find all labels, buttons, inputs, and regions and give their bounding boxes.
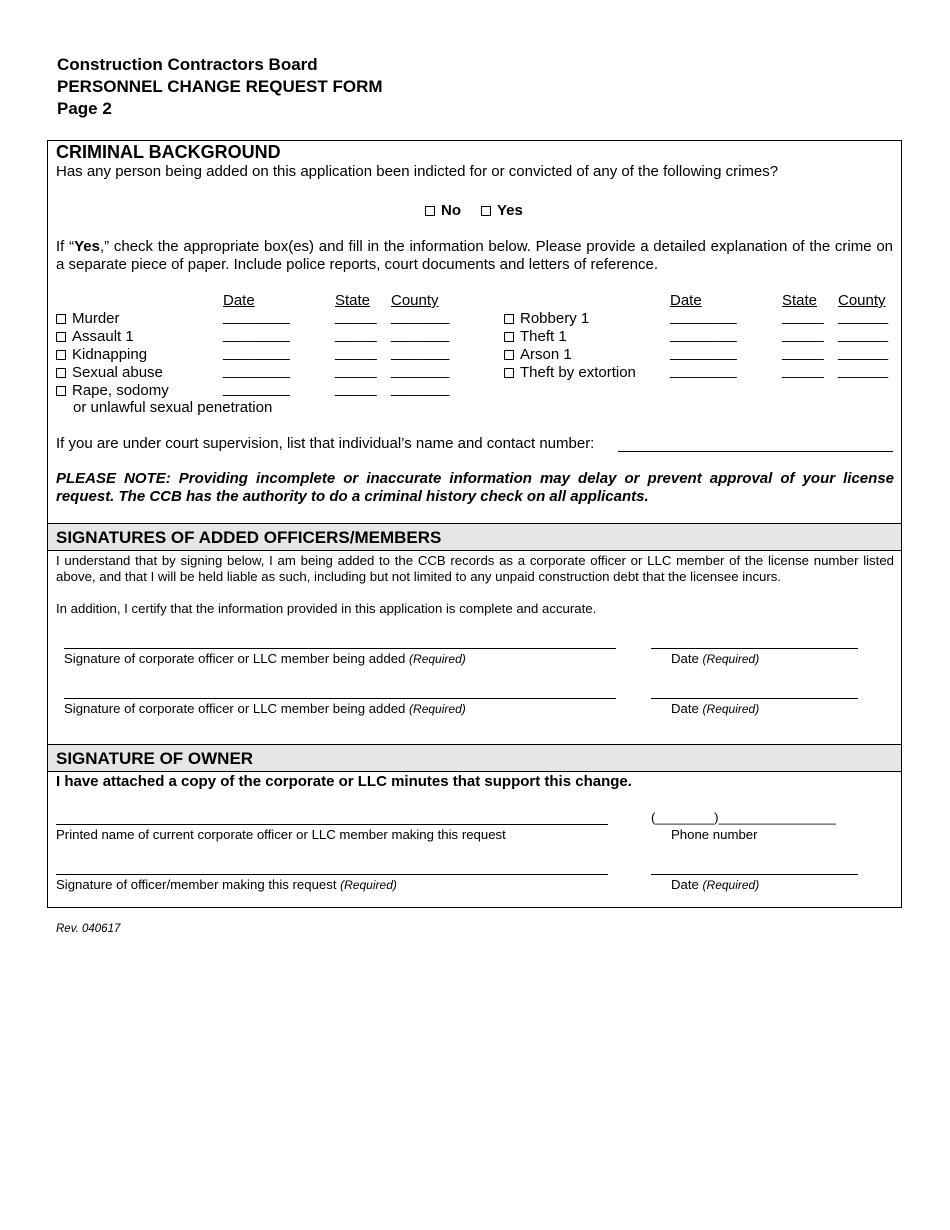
checkbox-icon[interactable] — [56, 332, 66, 342]
owner-attached: I have attached a copy of the corporate or LLC minutes that support this change. — [56, 773, 632, 790]
crime-state-field[interactable]: _____ — [335, 362, 377, 379]
crime-date-field[interactable]: ________ — [670, 308, 737, 325]
crime-label: Robbery 1 — [520, 310, 590, 327]
revision: Rev. 040617 — [56, 923, 121, 935]
officer-date-label-1: Date (Required) — [671, 651, 760, 666]
crime-county-field[interactable]: ______ — [838, 362, 889, 379]
checkbox-icon[interactable] — [504, 350, 514, 360]
col-state-right: State — [782, 292, 818, 309]
checkbox-icon[interactable] — [56, 386, 66, 396]
crime-county-field[interactable]: ______ — [838, 326, 889, 343]
officer-date-field-2[interactable] — [651, 698, 858, 699]
crime-date-field[interactable]: ________ — [223, 308, 290, 325]
crime-option[interactable] — [504, 346, 572, 363]
checkbox-icon[interactable] — [504, 314, 514, 324]
crime-label: Sexual abuse — [72, 364, 163, 381]
phone-field[interactable]: (________)________________ — [651, 810, 836, 825]
col-date-right: Date — [670, 292, 702, 309]
officer-date-label-2: Date (Required) — [671, 701, 760, 716]
crime-date-field[interactable]: ________ — [223, 380, 290, 397]
checkbox-icon[interactable] — [425, 206, 435, 216]
criminal-question: Has any person being added on this application been indicted for or convicted of any of the following crimes? — [56, 163, 779, 180]
crime-option[interactable] — [504, 328, 567, 345]
crime-option[interactable] — [56, 364, 163, 381]
header-form-title: PERSONNEL CHANGE REQUEST FORM — [57, 77, 383, 96]
checkbox-icon[interactable] — [504, 368, 514, 378]
supervision-field[interactable] — [618, 451, 893, 452]
crime-state-field[interactable]: _____ — [335, 308, 377, 325]
checkbox-icon[interactable] — [481, 206, 491, 216]
officer-signature-label-2: Signature of corporate officer or LLC member being added (Required) — [64, 701, 466, 716]
col-county-left: County — [391, 292, 439, 309]
crime-state-field[interactable]: _____ — [782, 362, 824, 379]
owner-signature-label: Signature of officer/member making this request (Required) — [56, 877, 397, 892]
supervision-label: If you are under court supervision, list that individual’s name and contact number: — [56, 435, 595, 452]
crime-label: Theft by extortion — [520, 364, 636, 381]
crime-county-field[interactable]: ______ — [838, 308, 889, 325]
col-date-left: Date — [223, 292, 255, 309]
crime-date-field[interactable]: ________ — [670, 362, 737, 379]
crime-state-field[interactable]: _____ — [335, 344, 377, 361]
owner-signature-field[interactable] — [56, 874, 608, 875]
crime-option[interactable] — [504, 310, 589, 327]
crime-date-field[interactable]: ________ — [223, 344, 290, 361]
owner-date-field[interactable] — [651, 874, 858, 875]
crime-county-field[interactable]: _______ — [391, 380, 450, 397]
crime-state-field[interactable]: _____ — [335, 326, 377, 343]
officer-signature-field-2[interactable] — [64, 698, 616, 699]
officer-signature-field-1[interactable] — [64, 648, 616, 649]
crime-date-field[interactable]: ________ — [223, 362, 290, 379]
header-org: Construction Contractors Board — [57, 55, 318, 74]
crime-state-field[interactable]: _____ — [782, 326, 824, 343]
crime-date-field[interactable]: ________ — [223, 326, 290, 343]
crime-label: Assault 1 — [72, 328, 134, 345]
crime-label: Murder — [72, 310, 120, 327]
crime-state-field[interactable]: _____ — [335, 380, 377, 397]
col-state-left: State — [335, 292, 371, 309]
crime-state-field[interactable]: _____ — [782, 344, 824, 361]
crime-option[interactable] — [56, 346, 147, 363]
owner-title: SIGNATURE OF OWNER — [56, 749, 254, 768]
checkbox-icon[interactable] — [504, 332, 514, 342]
answer-no[interactable]: No — [425, 202, 461, 219]
crime-option[interactable] — [56, 310, 120, 327]
header-page: Page 2 — [57, 99, 112, 118]
crime-county-field[interactable]: _______ — [391, 362, 450, 379]
printed-name-field[interactable] — [56, 824, 608, 825]
officers-title: SIGNATURES OF ADDED OFFICERS/MEMBERS — [56, 528, 442, 547]
checkbox-icon[interactable] — [56, 314, 66, 324]
crime-date-field[interactable]: ________ — [670, 344, 737, 361]
crime-label: Arson 1 — [520, 346, 572, 363]
crime-date-field[interactable]: ________ — [670, 326, 737, 343]
crime-state-field[interactable]: _____ — [782, 308, 824, 325]
checkbox-icon[interactable] — [56, 350, 66, 360]
crime-county-field[interactable]: ______ — [838, 344, 889, 361]
crime-county-field[interactable]: _______ — [391, 308, 450, 325]
criminal-instructions: If “Yes,” check the appropriate box(es) and fill in the information below. Please provide a detailed explanation of the crime on a separate piece of paper. Include police reports, court documents and letters of reference. — [56, 238, 894, 273]
owner-date-label: Date (Required) — [671, 877, 760, 892]
officer-signature-label-1: Signature of corporate officer or LLC member being added (Required) — [64, 651, 466, 666]
please-note: PLEASE NOTE: Providing incomplete or inaccurate information may delay or prevent approval of your license request. The CCB has the authority to do a criminal history check on all applicants. — [56, 470, 894, 505]
officers-understand: I understand that by signing below, I am being added to the CCB records as a corporate officer or LLC member of the license number listed above, and that I will be held liable as such, including but not limited to any unpaid construction debt that the licensee incurs. — [56, 553, 894, 584]
crime-county-field[interactable]: _______ — [391, 326, 450, 343]
crime-rape-continued: or unlawful sexual penetration — [73, 399, 273, 416]
officers-certify: In addition, I certify that the information provided in this application is complete and accurate. — [56, 601, 597, 616]
crime-county-field[interactable]: _______ — [391, 344, 450, 361]
crime-label: Theft 1 — [520, 328, 567, 345]
phone-label: Phone number — [671, 827, 758, 842]
checkbox-icon[interactable] — [56, 368, 66, 378]
crime-label: Kidnapping — [72, 346, 148, 363]
crime-option[interactable] — [56, 328, 134, 345]
criminal-title: CRIMINAL BACKGROUND — [56, 142, 281, 162]
crime-option[interactable] — [504, 364, 636, 381]
col-county-right: County — [838, 292, 886, 309]
officer-date-field-1[interactable] — [651, 648, 858, 649]
crime-label: Rape, sodomy — [72, 382, 169, 399]
printed-name-label: Printed name of current corporate officer or LLC member making this request — [56, 827, 506, 842]
answer-yes[interactable]: Yes — [481, 202, 523, 219]
crime-option[interactable] — [56, 382, 169, 399]
